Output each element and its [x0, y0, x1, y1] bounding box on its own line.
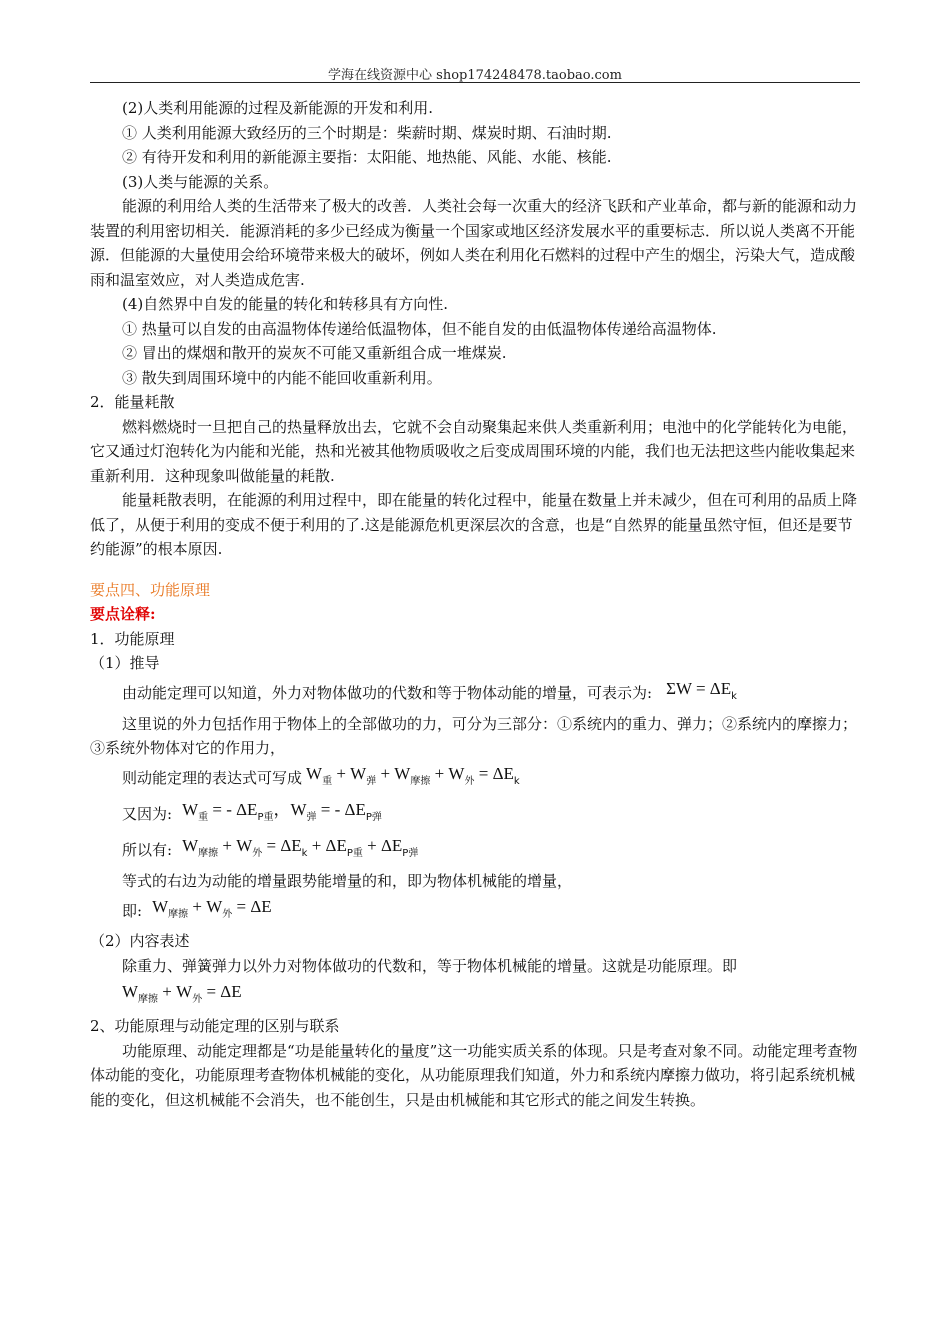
document-body [90, 96, 862, 1112]
point-4-item-3: ③ 散失到周围环境中的内能不能回收重新利用。 [122, 368, 442, 387]
right-side-paragraph: 等式的右边为动能的增量跟势能增量的和，即为物体机械能的增量， [122, 871, 573, 890]
ie-text: 即: [122, 901, 143, 920]
sub-2-heading: （2）内容表述 [90, 932, 190, 950]
point-3-paragraph: 能源的利用给人类的生活带来了极大的改善．人类社会每一次重大的经济飞跃和产业革命，都与新的能源和动力装置的利用密切相关．能源消耗的多少已经成为衡量一个国家或地区经济发展水平的重要标志．所以说人类离不开能源．但能源的大量使用会给环境带来极大的破坏，例如人类在利用化石燃料的过程中产生的烟尘，污染大气，造成酸雨和温室效应，对人类造成危害. [90, 197, 858, 289]
because-text: 又因为: [122, 805, 173, 824]
item-1-heading: 1．功能原理 [90, 629, 175, 648]
content-paragraph: 除重力、弹簧弹力以外力对物体做功的代数和，等于物体机械能的增量。这就是功能原理。即 [122, 956, 738, 975]
page-header: 学海在线资源中心 shop174248478.taobao.com [328, 68, 622, 83]
point-2-item-1: ① 人类利用能源大致经历的三个时期是：柴薪时期、煤炭时期、石油时期. [122, 123, 612, 142]
point-4-item-2: ② 冒出的煤烟和散开的炭灰不可能又重新组合成一堆煤炭. [122, 344, 507, 362]
so-text: 所以有: [122, 841, 173, 860]
force-paragraph: 这里说的外力包括作用于物体上的全部做功的力，可分为三部分：①系统内的重力、弹力；②系统内的摩擦力；③系统外物体对它的作用力， [90, 714, 858, 757]
then-text: 则动能定理的表达式可写成 [122, 769, 303, 788]
dissipation-heading: 2．能量耗散 [90, 393, 175, 411]
section-title: 要点四、功能原理 [90, 580, 211, 599]
point-3-heading: (3)人类与能源的关系。 [122, 172, 279, 191]
header-divider [90, 82, 860, 83]
equation-4: $W_{摩擦} + W_外 = \Delta E_k + \Delta E_{P重} + \Delta E_{P弹}$ [182, 836, 419, 860]
equation-2: $W_重 + W_弹 + W_{摩擦} + W_外 = \Delta E_k$ [306, 764, 520, 788]
equation-5: $W_{摩擦} + W_外 = \Delta E$ [152, 896, 272, 920]
equation-3: $W_重$ = - $\Delta E_{P重}$，$W_弹$ = - $\Delta E_{P弹}$ [182, 800, 382, 824]
equation-6: $W_{摩擦} + W_外 = \Delta E$ [122, 981, 242, 1005]
so-line [90, 833, 862, 869]
equation-6-line [90, 978, 862, 1014]
section-subtitle: 要点诠释: [90, 605, 156, 623]
then-line [90, 761, 862, 797]
derive-line [90, 676, 862, 712]
because-line [90, 797, 862, 833]
item-2-heading: 2、功能原理与动能定理的区别与联系 [90, 1017, 340, 1035]
sub-1-heading: （1）推导 [90, 654, 160, 672]
dissipation-paragraph-2: 能量耗散表明，在能源的利用过程中，即在能量的转化过程中，能量在数量上并未减少，但在可利用的品质上降低了，从便于利用的变成不便于利用的了.这是能源危机更深层次的含意，也是“自然界的能量虽然守恒，但还是要节约能源”的根本原因. [90, 491, 858, 558]
dissipation-paragraph-1: 燃料燃烧时一旦把自己的热量释放出去，它就不会自动聚集起来供人类重新利用；电池中的化学能转化为电能，它又通过灯泡转化为内能和光能，热和光被其他物质吸收之后变成周围环境的内能，我们也无法把这些内能收集起来重新利用．这种现象叫做能量的耗散. [90, 417, 858, 485]
point-4-heading: (4)自然界中自发的能量的转化和转移具有方向性. [122, 295, 449, 313]
derive-text: 由动能定理可以知道，外力对物体做功的代数和等于物体动能的增量，可表示为: [122, 684, 653, 703]
equation-1: $\Sigma W = \Delta E_k$ [666, 679, 737, 703]
final-paragraph: 功能原理、动能定理都是“功是能量转化的量度”这一功能实质关系的体现。只是考查对象不同。动能定理考查物体动能的变化，功能原理考查物体机械能的变化，从功能原理我们知道，外力和系统内摩擦力做功，将引起系统机械能的变化，但这机械能不会消失，也不能创生，只是由机械能和其它形式的能之间发生转换。 [90, 1041, 858, 1109]
ie-line [90, 893, 862, 929]
point-2-heading: (2)人类利用能源的过程及新能源的开发和利用. [122, 99, 434, 117]
point-2-item-2: ② 有待开发和利用的新能源主要指：太阳能、地热能、风能、水能、核能. [122, 148, 612, 166]
point-4-item-1: ① 热量可以自发的由高温物体传递给低温物体，但不能自发的由低温物体传递给高温物体. [122, 319, 717, 338]
